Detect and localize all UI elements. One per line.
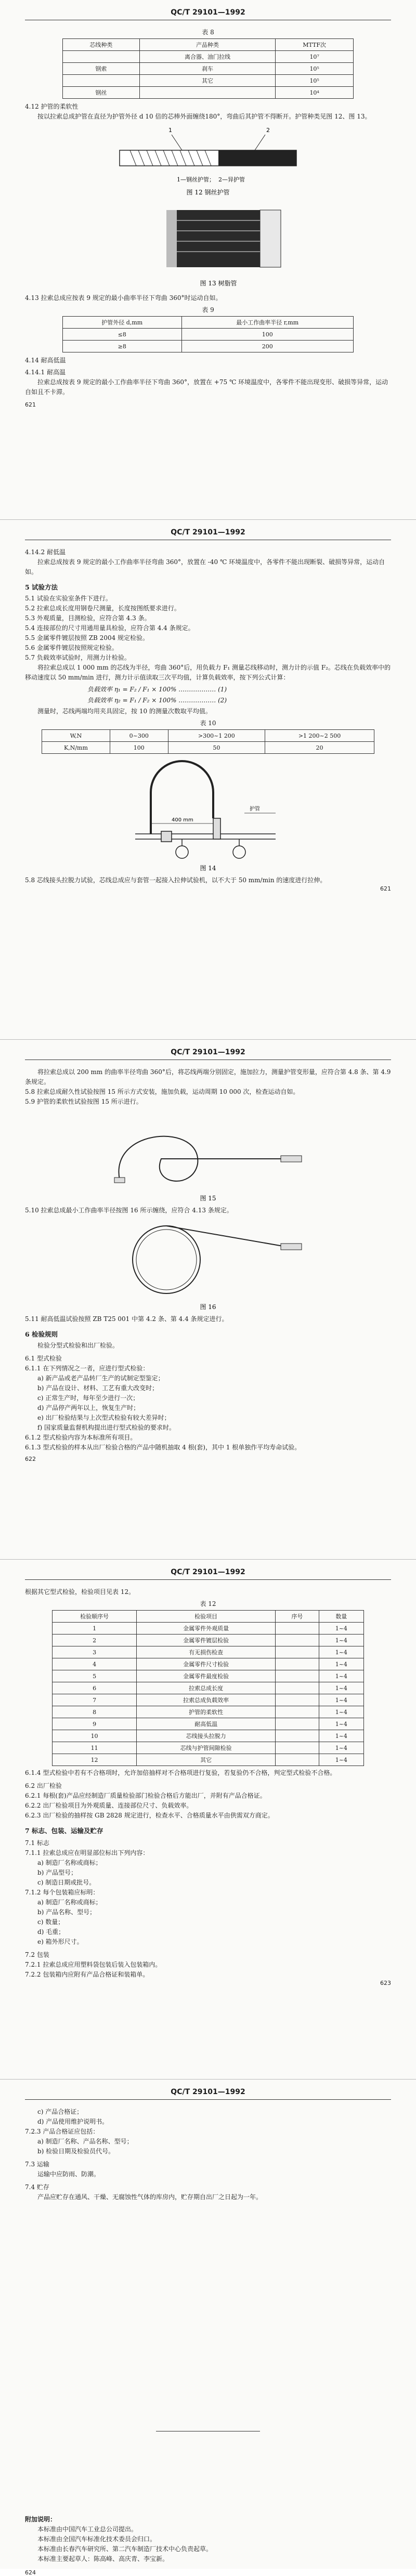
table-cell: 5 bbox=[53, 1670, 137, 1682]
table-cell: 1~4 bbox=[319, 1646, 363, 1658]
list-item: a) 制造厂名称、产品名称、型号； bbox=[37, 2138, 133, 2145]
table-cell: 12 bbox=[53, 1754, 137, 1766]
page-number: 621 bbox=[25, 401, 36, 408]
list-item: c) 产品合格证； bbox=[37, 2108, 83, 2115]
section-title: 7 标志、包装、运输及贮存 bbox=[25, 1827, 103, 1835]
section-title: 5 试验方法 bbox=[25, 583, 58, 591]
table-header-cell: 检验项目 bbox=[137, 1611, 276, 1623]
table-cell bbox=[276, 1670, 319, 1682]
table-cell: 1~4 bbox=[319, 1634, 363, 1646]
table-header-cell: 数量 bbox=[319, 1611, 363, 1623]
table-cell: 护管的柔软性 bbox=[137, 1706, 276, 1718]
figure-12-steel-sheath bbox=[99, 122, 317, 200]
resin-tube-drawing bbox=[166, 210, 281, 267]
section-title: 6 检验规则 bbox=[25, 1330, 58, 1338]
page-5 bbox=[0, 2080, 416, 2576]
table-cell: 钢索 bbox=[63, 63, 140, 75]
table-cell bbox=[276, 1754, 319, 1766]
paragraph: 6.2.2 出厂检验项目为外观质量、连接部位尺寸、负载效率。 bbox=[25, 1802, 193, 1809]
table-cell: 金属零件最度检验 bbox=[137, 1670, 276, 1682]
list-item: 5.3 外观质量，目测检验，应符合第 4.3 条。 bbox=[25, 614, 151, 622]
section-heading: 6.2 出厂检验 bbox=[25, 1782, 62, 1789]
table-cell: 100 bbox=[110, 742, 168, 754]
table-cell: 10 bbox=[53, 1730, 137, 1742]
paragraph: 5.10 拉索总成最小工作曲率半径按图 16 所示缠绕，应符合 4.13 条规定。 bbox=[25, 1207, 233, 1214]
table-cell: 6 bbox=[53, 1682, 137, 1694]
paragraph: 7.2.3 产品合格证应包括： bbox=[25, 2128, 99, 2135]
additional-notes-title: 附加说明： bbox=[25, 2516, 57, 2523]
table-cell bbox=[276, 1742, 319, 1754]
table-row bbox=[53, 1658, 364, 1670]
list-item: e) 箱外形尺寸。 bbox=[37, 1938, 83, 1945]
page-header: QC/T 29101—1992 bbox=[25, 1040, 391, 1060]
paragraph: 7.1.1 拉索总成应在明显部位标出下列内容： bbox=[25, 1849, 149, 1856]
paragraph: 5.8 拉索总成耐久性试验按图 15 所示方式安装，施加负载，运动周期 10 000 次，检查运动自如。 bbox=[25, 1088, 300, 1095]
table-header-row bbox=[63, 39, 354, 51]
table-row bbox=[53, 1634, 364, 1646]
table-header-cell: >300~1 200 bbox=[168, 730, 265, 742]
paragraph: 检验分型式检验和出厂检验。 bbox=[37, 1342, 119, 1349]
table-cell: 离合器、油门拉线 bbox=[139, 51, 276, 63]
table-cell bbox=[276, 1730, 319, 1742]
table-cell bbox=[276, 1646, 319, 1658]
list-item: d) 毛重； bbox=[37, 1928, 65, 1936]
table-cell bbox=[139, 87, 276, 99]
figure-caption: 图 14 bbox=[200, 865, 216, 872]
table-cell bbox=[276, 1658, 319, 1670]
paragraph: 7.2.1 拉索总成应用塑料袋包装后装入包装箱内。 bbox=[25, 1961, 162, 1968]
table-cell: 1~4 bbox=[319, 1670, 363, 1682]
paragraph: 将拉索总成以 200 mm 的曲率半径弯曲 360°后，将芯线两端分别固定，施加拉力，测量护管变形量，应符合第 4.8 条、第 4.9 条规定。 bbox=[25, 1068, 391, 1086]
page-header: QC/T 29101—1992 bbox=[25, 1560, 391, 1580]
paragraph: 拉索总成按表 9 规定的最小工作曲率半径下弯曲 360°，放置在 +75 ℃ 环境温度中，各零件不能出现变形、破损等异常，运动自如且不卡滞。 bbox=[25, 378, 388, 396]
table-cell bbox=[276, 1706, 319, 1718]
paragraph: 7.2.2 包装箱内应附有产品合格证和装箱单。 bbox=[25, 1971, 149, 1978]
paragraph: 运输中应防雨、防潮。 bbox=[37, 2170, 100, 2178]
formula-2: 负载效率 η₂ = F₁ / F₂ × 100% ……………… (2) bbox=[87, 697, 227, 704]
list-item: b) 产品名称、型号； bbox=[37, 1908, 96, 1916]
table-title: 表 9 bbox=[202, 306, 214, 313]
table-cell: 1~4 bbox=[319, 1730, 363, 1742]
table-12 bbox=[52, 1610, 364, 1766]
paragraph: 6.1.3 型式检验的样本从出厂检验合格的产品中随机抽取 4 根(套)，其中 1 根单独作平均寿命试验。 bbox=[25, 1444, 301, 1451]
table-row bbox=[53, 1646, 364, 1658]
table-cell: 10⁴ bbox=[276, 87, 354, 99]
page-number: 623 bbox=[380, 1980, 391, 1986]
list-item: 5.5 金属零件镀层按照 ZB 2004 规定检验。 bbox=[25, 634, 149, 642]
table-cell: 50 bbox=[168, 742, 265, 754]
loop-drawing bbox=[114, 1136, 302, 1183]
paragraph: 测量时，芯线两端均用夹具固定，按 10 的测量次数取平均值。 bbox=[37, 708, 212, 715]
table-row bbox=[53, 1682, 364, 1694]
table-cell: 钢丝 bbox=[63, 87, 140, 99]
table-header-cell: 护管外径 d,mm bbox=[63, 317, 182, 329]
table-cell: 4 bbox=[53, 1658, 137, 1670]
table-cell: 1~4 bbox=[319, 1754, 363, 1766]
list-item: 5.4 连接部位的尺寸用通用量具检验，应符合第 4.4 条规定。 bbox=[25, 624, 194, 632]
list-item: d) 产品使用维护说明书。 bbox=[37, 2118, 109, 2125]
table-cell: 10⁵ bbox=[276, 63, 354, 75]
table-header-row bbox=[53, 1611, 364, 1623]
paragraph: 6.1.1 在下列情况之一者，应进行型式检验： bbox=[25, 1365, 149, 1372]
list-item: 本标准主要起草人：陈高峰、高庆青、李宝新。 bbox=[37, 2555, 169, 2562]
table-cell: ≤8 bbox=[63, 329, 182, 341]
section-heading: 7.1 标志 bbox=[25, 1839, 49, 1847]
table-cell: 1~4 bbox=[319, 1658, 363, 1670]
table-cell: 100 bbox=[181, 329, 353, 341]
table-cell: 耐高低温 bbox=[137, 1718, 276, 1730]
page-header: QC/T 29101—1992 bbox=[25, 520, 391, 540]
list-item: a) 制造厂名称或商标； bbox=[37, 1859, 102, 1866]
figure-caption: 图 13 树脂管 bbox=[200, 280, 237, 287]
section-heading: 4.14 耐高低温 bbox=[25, 357, 66, 364]
list-item: 本标准由中国汽车工业总公司提出。 bbox=[37, 2526, 138, 2533]
table-cell: 刹车 bbox=[139, 63, 276, 75]
page-3 bbox=[0, 1040, 416, 1560]
table-row bbox=[63, 341, 354, 352]
page-header: QC/T 29101—1992 bbox=[25, 2080, 391, 2100]
table-header-row bbox=[42, 730, 374, 742]
formula-1: 负载效率 η₁ = F₂ / F₁ × 100% ……………… (1) bbox=[87, 686, 227, 693]
paragraph: 6.2.1 每根(套)产品应经制造厂质量检验部门检验合格后方能出厂，并附有产品合格证。 bbox=[25, 1792, 266, 1799]
table-header-cell: 0~300 bbox=[110, 730, 168, 742]
paragraph: 6.1.4 型式检验中若有不合格项时，允许加倍抽样对不合格项进行复验，若复验仍不合格，判定型式检验不合格。 bbox=[25, 1769, 336, 1776]
sheath-drawing bbox=[120, 127, 296, 166]
table-header-cell: >1 200~2 500 bbox=[265, 730, 374, 742]
coil-drawing bbox=[133, 1226, 302, 1293]
paragraph: 6.2.3 出厂检验的抽样按 GB 2828 规定进行，检查水平、合格质量水平由供需双方商定。 bbox=[25, 1812, 274, 1819]
section-heading: 4.12 护管的柔软性 bbox=[25, 103, 79, 110]
table-header-cell: 芯线种类 bbox=[63, 39, 140, 51]
table-cell: 金属零件镀层检验 bbox=[137, 1634, 276, 1646]
section-heading: 7.3 运输 bbox=[25, 2161, 49, 2168]
list-item: b) 产品在设计、材料、工艺有重大改变时； bbox=[37, 1384, 159, 1392]
section-heading: 4.14.2 耐低温 bbox=[25, 548, 66, 556]
table-title: 表 10 bbox=[200, 720, 216, 727]
paragraph: 5.9 护管的柔软性试验按图 15 所示进行。 bbox=[25, 1098, 142, 1105]
table-cell: 1~4 bbox=[319, 1682, 363, 1694]
table-row bbox=[53, 1730, 364, 1742]
paragraph: 5.11 耐高低温试验按照 ZB T25 001 中第 4.2 条、第 4.4 条规定进行。 bbox=[25, 1315, 228, 1323]
paragraph: 4.13 拉索总成应按表 9 规定的最小曲率半径下弯曲 360°时运动自如。 bbox=[25, 294, 222, 302]
table-row bbox=[53, 1718, 364, 1730]
table-cell: 2 bbox=[53, 1634, 137, 1646]
table-cell: 拉索总成负载效率 bbox=[137, 1694, 276, 1706]
table-row bbox=[42, 742, 374, 754]
table-cell: 8 bbox=[53, 1706, 137, 1718]
table-row bbox=[53, 1706, 364, 1718]
table-cell bbox=[276, 1694, 319, 1706]
table-header-cell: W,N bbox=[42, 730, 110, 742]
page-4 bbox=[0, 1560, 416, 2080]
table-cell: 10⁵ bbox=[276, 75, 354, 87]
table-title: 表 12 bbox=[200, 1600, 216, 1607]
page-number: 622 bbox=[25, 1456, 36, 1462]
table-cell bbox=[63, 51, 140, 63]
figure-15-loop-test bbox=[88, 1107, 328, 1206]
table-cell: 11 bbox=[53, 1742, 137, 1754]
table-cell bbox=[276, 1718, 319, 1730]
list-item: 5.2 拉索总成长度用钢卷尺测量，长度按图纸要求进行。 bbox=[25, 605, 180, 612]
section-heading: 7.4 贮存 bbox=[25, 2183, 49, 2191]
page-number: 621 bbox=[380, 885, 391, 892]
figure-13-resin-tube bbox=[99, 200, 317, 293]
page-1 bbox=[0, 0, 416, 520]
table-row bbox=[53, 1694, 364, 1706]
list-item: d) 产品停产两年以上，恢复生产时； bbox=[37, 1404, 140, 1411]
table-cell: 其它 bbox=[139, 75, 276, 87]
table-row bbox=[63, 63, 354, 75]
table-cell: 3 bbox=[53, 1646, 137, 1658]
table-cell: 1~4 bbox=[319, 1623, 363, 1634]
figure-14-test-rig bbox=[88, 756, 328, 875]
list-item: b) 产品型号； bbox=[37, 1869, 77, 1876]
figure-label: 2—异护管 bbox=[218, 176, 245, 183]
table-cell: 1~4 bbox=[319, 1718, 363, 1730]
table-row bbox=[63, 87, 354, 99]
table-cell: 9 bbox=[53, 1718, 137, 1730]
table-row bbox=[53, 1742, 364, 1754]
list-item: a) 新产品或老产品转厂生产的试制定型鉴定； bbox=[37, 1375, 164, 1382]
table-row bbox=[63, 51, 354, 63]
table-row bbox=[63, 329, 354, 341]
table-row bbox=[53, 1670, 364, 1682]
list-item: 5.1 试验在实验室条件下进行。 bbox=[25, 595, 112, 602]
table-cell: 1~4 bbox=[319, 1694, 363, 1706]
table-cell: 有无损伤检查 bbox=[137, 1646, 276, 1658]
figure-caption: 图 12 钢丝护管 bbox=[186, 189, 230, 196]
paragraph: 按以拉索总成护管在直径为护管外径 d 10 倍的芯棒外面缠绕180°，弯曲后其护管不得断开。护管种类见图 12、图 13。 bbox=[37, 113, 371, 120]
table-cell bbox=[276, 1623, 319, 1634]
table-cell: 7 bbox=[53, 1694, 137, 1706]
paragraph: 产品应贮存在通风、干燥、无腐蚀性气体的库房内，贮存期自出厂之日起为一年。 bbox=[37, 2193, 263, 2201]
svg-text:2: 2 bbox=[266, 127, 270, 134]
table-row bbox=[53, 1754, 364, 1766]
paragraph: 拉索总成按表 9 规定的最小工作曲率半径弯曲 360°，放置在 -40 ℃ 环境温度中，各零件不能出现断裂、破损等异常，运动自如。 bbox=[25, 558, 385, 576]
table-title: 表 8 bbox=[202, 29, 214, 36]
table-cell: 20 bbox=[265, 742, 374, 754]
paragraph: 5.8 芯线接头拉脱力试验，芯线总成应与套管一起接入拉伸试验机，以不大于 50 mm/min 的速度进行拉伸。 bbox=[25, 877, 327, 884]
table-header-cell: MTTF次 bbox=[276, 39, 354, 51]
table-header-cell: 产品种类 bbox=[139, 39, 276, 51]
section-heading: 7.2 包装 bbox=[25, 1951, 49, 1958]
paragraph: 根据其它型式检验，检验项目见表 12。 bbox=[25, 1588, 135, 1596]
figure-caption: 图 16 bbox=[200, 1303, 216, 1311]
svg-text:护管: 护管 bbox=[250, 806, 260, 812]
table-cell bbox=[276, 1682, 319, 1694]
figure-label: 1—钢丝护管； bbox=[177, 176, 215, 183]
list-item: 5.6 金属零件镀层按照规定检验。 bbox=[25, 644, 118, 651]
table-header-cell: 最小工作曲率半径 r,mm bbox=[181, 317, 353, 329]
svg-text:1: 1 bbox=[168, 127, 172, 134]
table-cell: 其它 bbox=[137, 1754, 276, 1766]
table-cell: 10⁷ bbox=[276, 51, 354, 63]
page-header: QC/T 29101—1992 bbox=[25, 0, 391, 20]
table-cell: 1~4 bbox=[319, 1706, 363, 1718]
table-cell: K,N/mm bbox=[42, 742, 110, 754]
table-cell: 200 bbox=[181, 341, 353, 352]
table-header-cell: 检验顺序号 bbox=[53, 1611, 137, 1623]
table-cell: 1~4 bbox=[319, 1742, 363, 1754]
list-item: 5.7 负载效率试验时，用测力计检验。 bbox=[25, 654, 131, 661]
section-heading: 6.1 型式检验 bbox=[25, 1355, 62, 1362]
table-cell: 1 bbox=[53, 1623, 137, 1634]
table-cell: 芯线与护管间隙检验 bbox=[137, 1742, 276, 1754]
paragraph: 将拉索总成以 1 000 mm 的芯线为半径，弯曲 360°后，用负载力 F₁ 测量芯线移动时，测力计的示值 F₂。芯线在负载效率中的移动速度以 50 mm/min 进行，测力计示值读取三次平均值，计算负载效率，按下列公式计算： bbox=[25, 664, 391, 681]
page-number: 624 bbox=[25, 2569, 36, 2576]
table-cell: 金属零件尺寸检验 bbox=[137, 1658, 276, 1670]
paragraph: 6.1.2 型式检验内容为本标准所有项目。 bbox=[25, 1434, 137, 1441]
table-8 bbox=[62, 38, 354, 99]
table-cell bbox=[63, 75, 140, 87]
figure-caption: 图 15 bbox=[200, 1195, 216, 1202]
section-heading: 4.14.1 耐高温 bbox=[25, 369, 66, 376]
paragraph: 7.1.2 每个包装箱应标明： bbox=[25, 1889, 99, 1896]
table-cell bbox=[276, 1634, 319, 1646]
table-cell: ≥8 bbox=[63, 341, 182, 352]
list-item: c) 数量； bbox=[37, 1918, 64, 1926]
table-10 bbox=[42, 729, 374, 754]
table-cell: 金属零件外观质量 bbox=[137, 1623, 276, 1634]
table-row bbox=[63, 75, 354, 87]
list-item: c) 正常生产时，每年至少进行一次； bbox=[37, 1394, 139, 1402]
table-row bbox=[53, 1623, 364, 1634]
table-cell: 拉索总成长度 bbox=[137, 1682, 276, 1694]
figure-16-coil-test bbox=[88, 1215, 328, 1314]
list-item: e) 出厂检验结果与上次型式检验有较大差异时； bbox=[37, 1414, 171, 1421]
list-item: 本标准由全国汽车标准化技术委员会归口。 bbox=[37, 2535, 157, 2543]
list-item: f) 国家质量监督机构提出进行型式检验的要求时。 bbox=[37, 1424, 175, 1431]
list-item: b) 检验日期及检验员代号。 bbox=[37, 2148, 115, 2155]
list-item: a) 制造厂名称或商标； bbox=[37, 1899, 102, 1906]
table-header-cell: 序号 bbox=[276, 1611, 319, 1623]
page-2 bbox=[0, 520, 416, 1040]
table-9 bbox=[62, 316, 354, 352]
svg-text:400 mm: 400 mm bbox=[172, 817, 193, 823]
list-item: 本标准由长春汽车研究所、第二汽车制造厂技术中心负责起草。 bbox=[37, 2545, 213, 2553]
table-header-row bbox=[63, 317, 354, 329]
table-cell: 芯线接头拉脱力 bbox=[137, 1730, 276, 1742]
list-item: c) 制造日期或批号。 bbox=[37, 1879, 96, 1886]
